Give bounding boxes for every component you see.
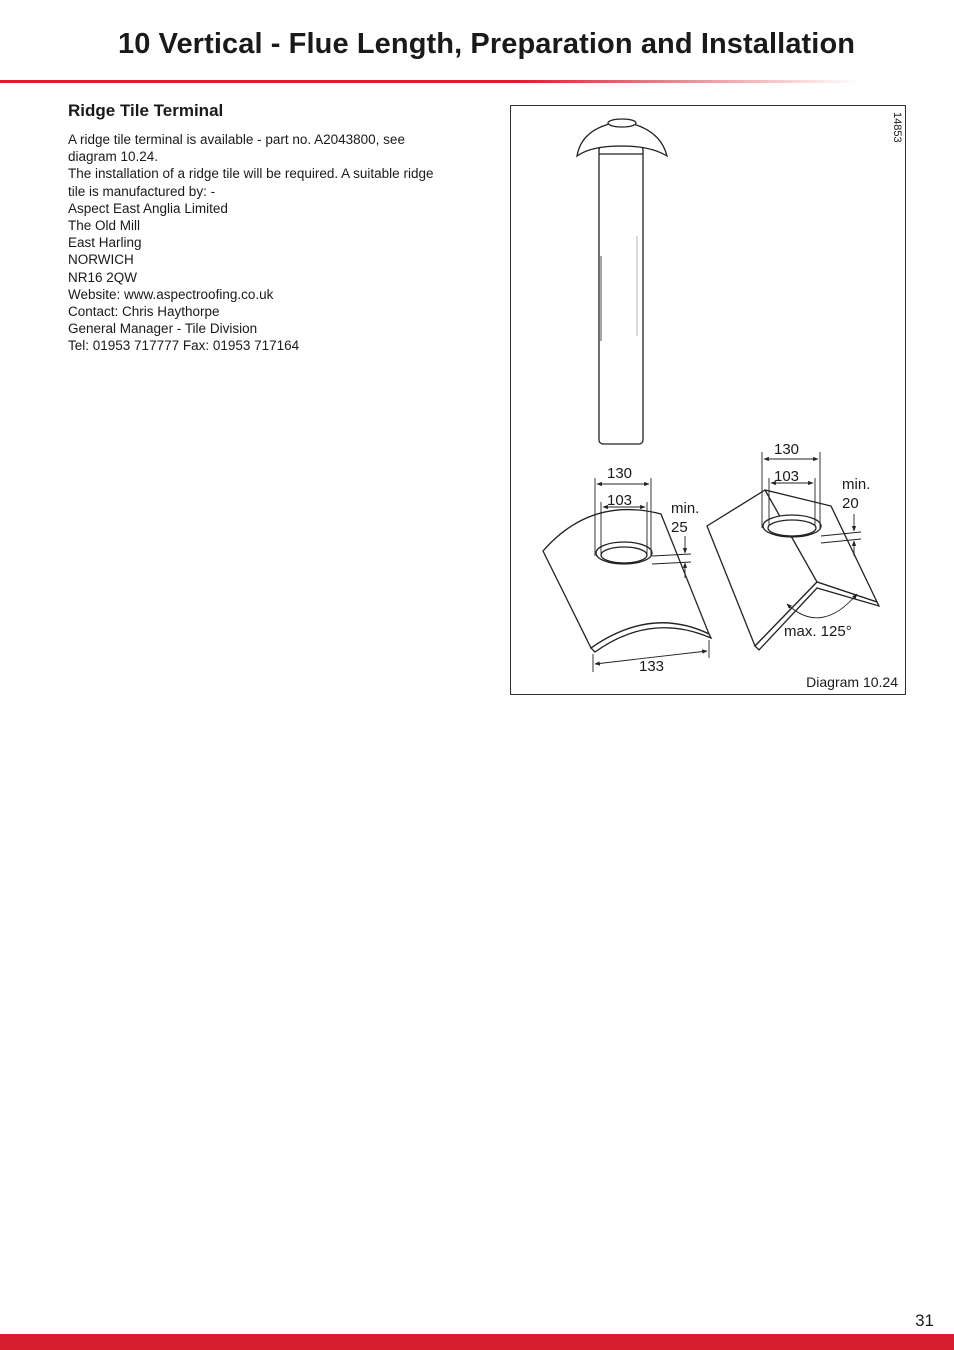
right-inner-dim-label: 103: [774, 468, 800, 485]
body-line: The Old Mill: [68, 218, 141, 234]
page-title: 10 Vertical - Flue Length, Preparation and Installation: [118, 28, 856, 60]
left-outer-dim-label: 130: [607, 465, 633, 482]
body-text: [68, 131, 468, 355]
left-min-value: 25: [671, 519, 688, 536]
body-line: Contact: Chris Haythorpe: [68, 304, 220, 320]
right-min-value: 20: [842, 495, 859, 512]
left-inner-dim-label: 103: [607, 492, 633, 509]
diagram-figure: [510, 105, 906, 695]
body-line: East Harling: [68, 235, 142, 251]
section-heading: Ridge Tile Terminal: [68, 101, 224, 120]
left-length-dim-label: 133: [639, 658, 665, 675]
right-min-label: min.: [842, 476, 871, 493]
diagram-ref-number: 14853: [891, 112, 903, 143]
body-line: NR16 2QW: [68, 269, 138, 285]
body-line: tile is manufactured by: -: [68, 183, 216, 199]
body-line: NORWICH: [68, 252, 134, 268]
right-angle-label: max. 125°: [784, 623, 852, 640]
body-line: Website: www.aspectroofing.co.uk: [68, 286, 274, 302]
body-line: The installation of a ridge tile will be required. A suitable ridge: [68, 166, 434, 182]
body-line: Tel: 01953 717777 Fax: 01953 717164: [68, 338, 300, 354]
title-rule: [0, 80, 860, 83]
footer-bar: [0, 1334, 954, 1350]
body-line: A ridge tile terminal is available - part no. A2043800, see: [68, 132, 405, 147]
right-outer-dim-label: 130: [774, 441, 800, 458]
page-number: 31: [915, 1311, 934, 1330]
diagram-caption: Diagram 10.24: [806, 674, 898, 690]
diagram-drawing: [511, 106, 907, 696]
body-line: General Manager - Tile Division: [68, 321, 258, 337]
body-line: Aspect East Anglia Limited: [68, 200, 228, 216]
body-line: diagram 10.24.: [68, 149, 159, 165]
flue-terminal: [577, 119, 667, 444]
left-min-label: min.: [671, 500, 700, 517]
